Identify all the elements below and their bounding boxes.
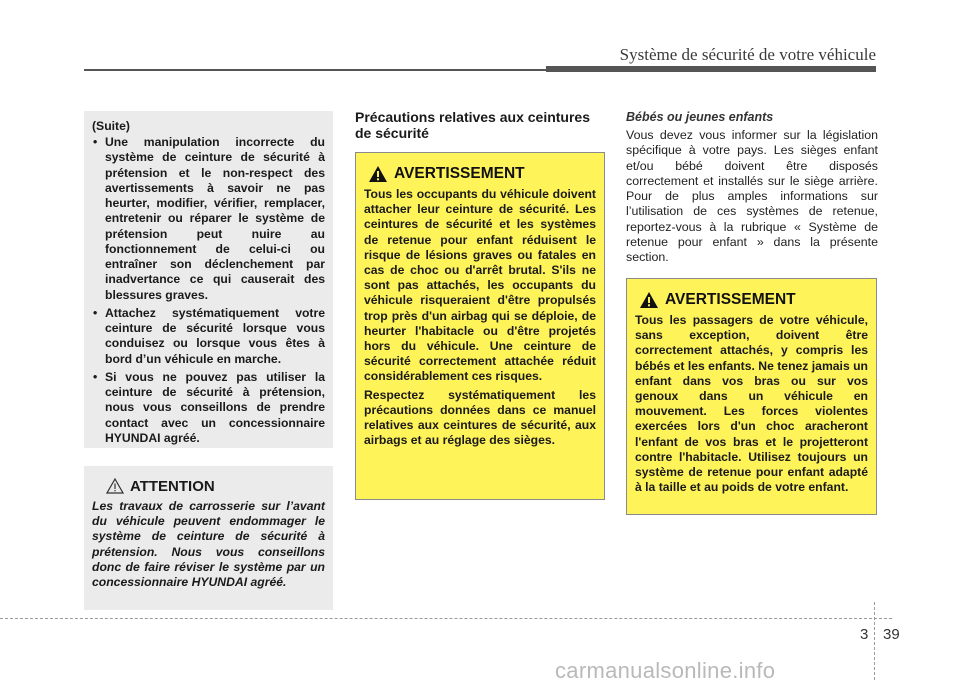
header-rule-accent (546, 66, 876, 72)
children-body-text: Vous devez vous informer sur la législation spécifique à votre pays. Les sièges enfant et/ou bébé doivent être disposés correctement et installés sur le siège arrière. Pour de plus amples informations sur l’utilisation de ces systèmes de retenue, reportez-vous à la rubrique « Système de retenue pour enfant » dans la présente section. (626, 128, 878, 265)
warning-heading: AVERTISSEMENT (394, 164, 525, 182)
list-item: • Si vous ne pouvez pas utiliser la ceinture de sécurité à prétension, nous vous conseillons de prendre contact avec un concessionnaire HYUNDAI agréé. (93, 369, 325, 445)
warning-header (635, 289, 868, 310)
footer-rule (0, 618, 892, 620)
warning-header (364, 163, 596, 184)
warning-paragraph: Tous les passagers de votre véhicule, sans exception, doivent être correctement attachés, y compris les bébés et les enfants. Ne tenez jamais un enfant dans vos bras ou sur vos genoux dans un véhicule en mouvement. Les forces violentes exercées lors d'un choc aracheront l'enfant de vos bras et le projetteront contre l'habitacle. Utilisez toujours un système de retenue pour enfant adapté à la taille et au poids de votre enfant. (635, 313, 868, 495)
page-number: 39 (883, 626, 900, 643)
attention-box (84, 466, 333, 610)
warning-box-children (626, 278, 877, 515)
list-item: • Une manipulation incorrecte du système de ceinture de sécurité à prétension et le non-respect des avertissements à savoir ne pas heurter, modifier, vérifier, remplacer, entretenir ou réparer le système de prétension peut nuire au fonctionnement de celui-ci ou entraîner son déclenchement par inadvertance ce qui causerait des blessures graves. (93, 135, 325, 302)
children-subtitle: Bébés ou jeunes enfants (626, 110, 774, 124)
attention-header (92, 476, 325, 496)
warning-triangle-icon (368, 165, 388, 183)
warning-heading: AVERTISSEMENT (665, 290, 796, 308)
watermark: carmanualsonline.info (555, 658, 776, 683)
suite-box (84, 111, 333, 448)
page-header-title: Système de sécurité de votre véhicule (619, 45, 876, 64)
attention-text: Les travaux de carrosserie sur l’avant du véhicule peuvent endommager le système de ceinture de sécurité à prétension. Nous vous conseillons donc de faire réviser le système par un concessionnaire HYUNDAI agréé. (92, 499, 325, 590)
footer-separator (874, 602, 876, 680)
warning-triangle-icon (639, 291, 659, 309)
attention-heading: ATTENTION (130, 477, 215, 495)
section-title: Précautions relatives aux ceintures de sécurité (355, 109, 590, 141)
caution-triangle-icon (106, 478, 124, 494)
suite-heading: (Suite) (92, 119, 130, 133)
chapter-number: 3 (860, 626, 869, 643)
list-item: • Attachez systématiquement votre ceinture de sécurité lorsque vous conduisez ou lorsque vous êtes à bord d’un véhicule en marche. (93, 305, 325, 366)
warning-paragraph: Tous les occupants du véhicule doivent attacher leur ceinture de sécurité. Les ceintures de sécurité et les systèmes de retenue pour enfant réduisent le risque de lésions graves ou fatales en cas de choc ou d'arrêt brutal. S'ils ne sont pas attachés, les occupants du véhicule risqueraient d'être propulsés trop près d'un airbag qui se déploie, de heurter l'habitacle ou d'être projetés hors du véhicule. Une ceinture de sécurité correctement attachée réduit considérablement ces risques. (364, 187, 596, 384)
warning-box-seatbelts (355, 152, 605, 500)
suite-bullet-list (92, 135, 325, 446)
warning-paragraph: Respectez systématiquement les précautions données dans ce manuel relatives aux ceintures de sécurité, aux airbags et au réglage des sièges. (364, 387, 596, 448)
